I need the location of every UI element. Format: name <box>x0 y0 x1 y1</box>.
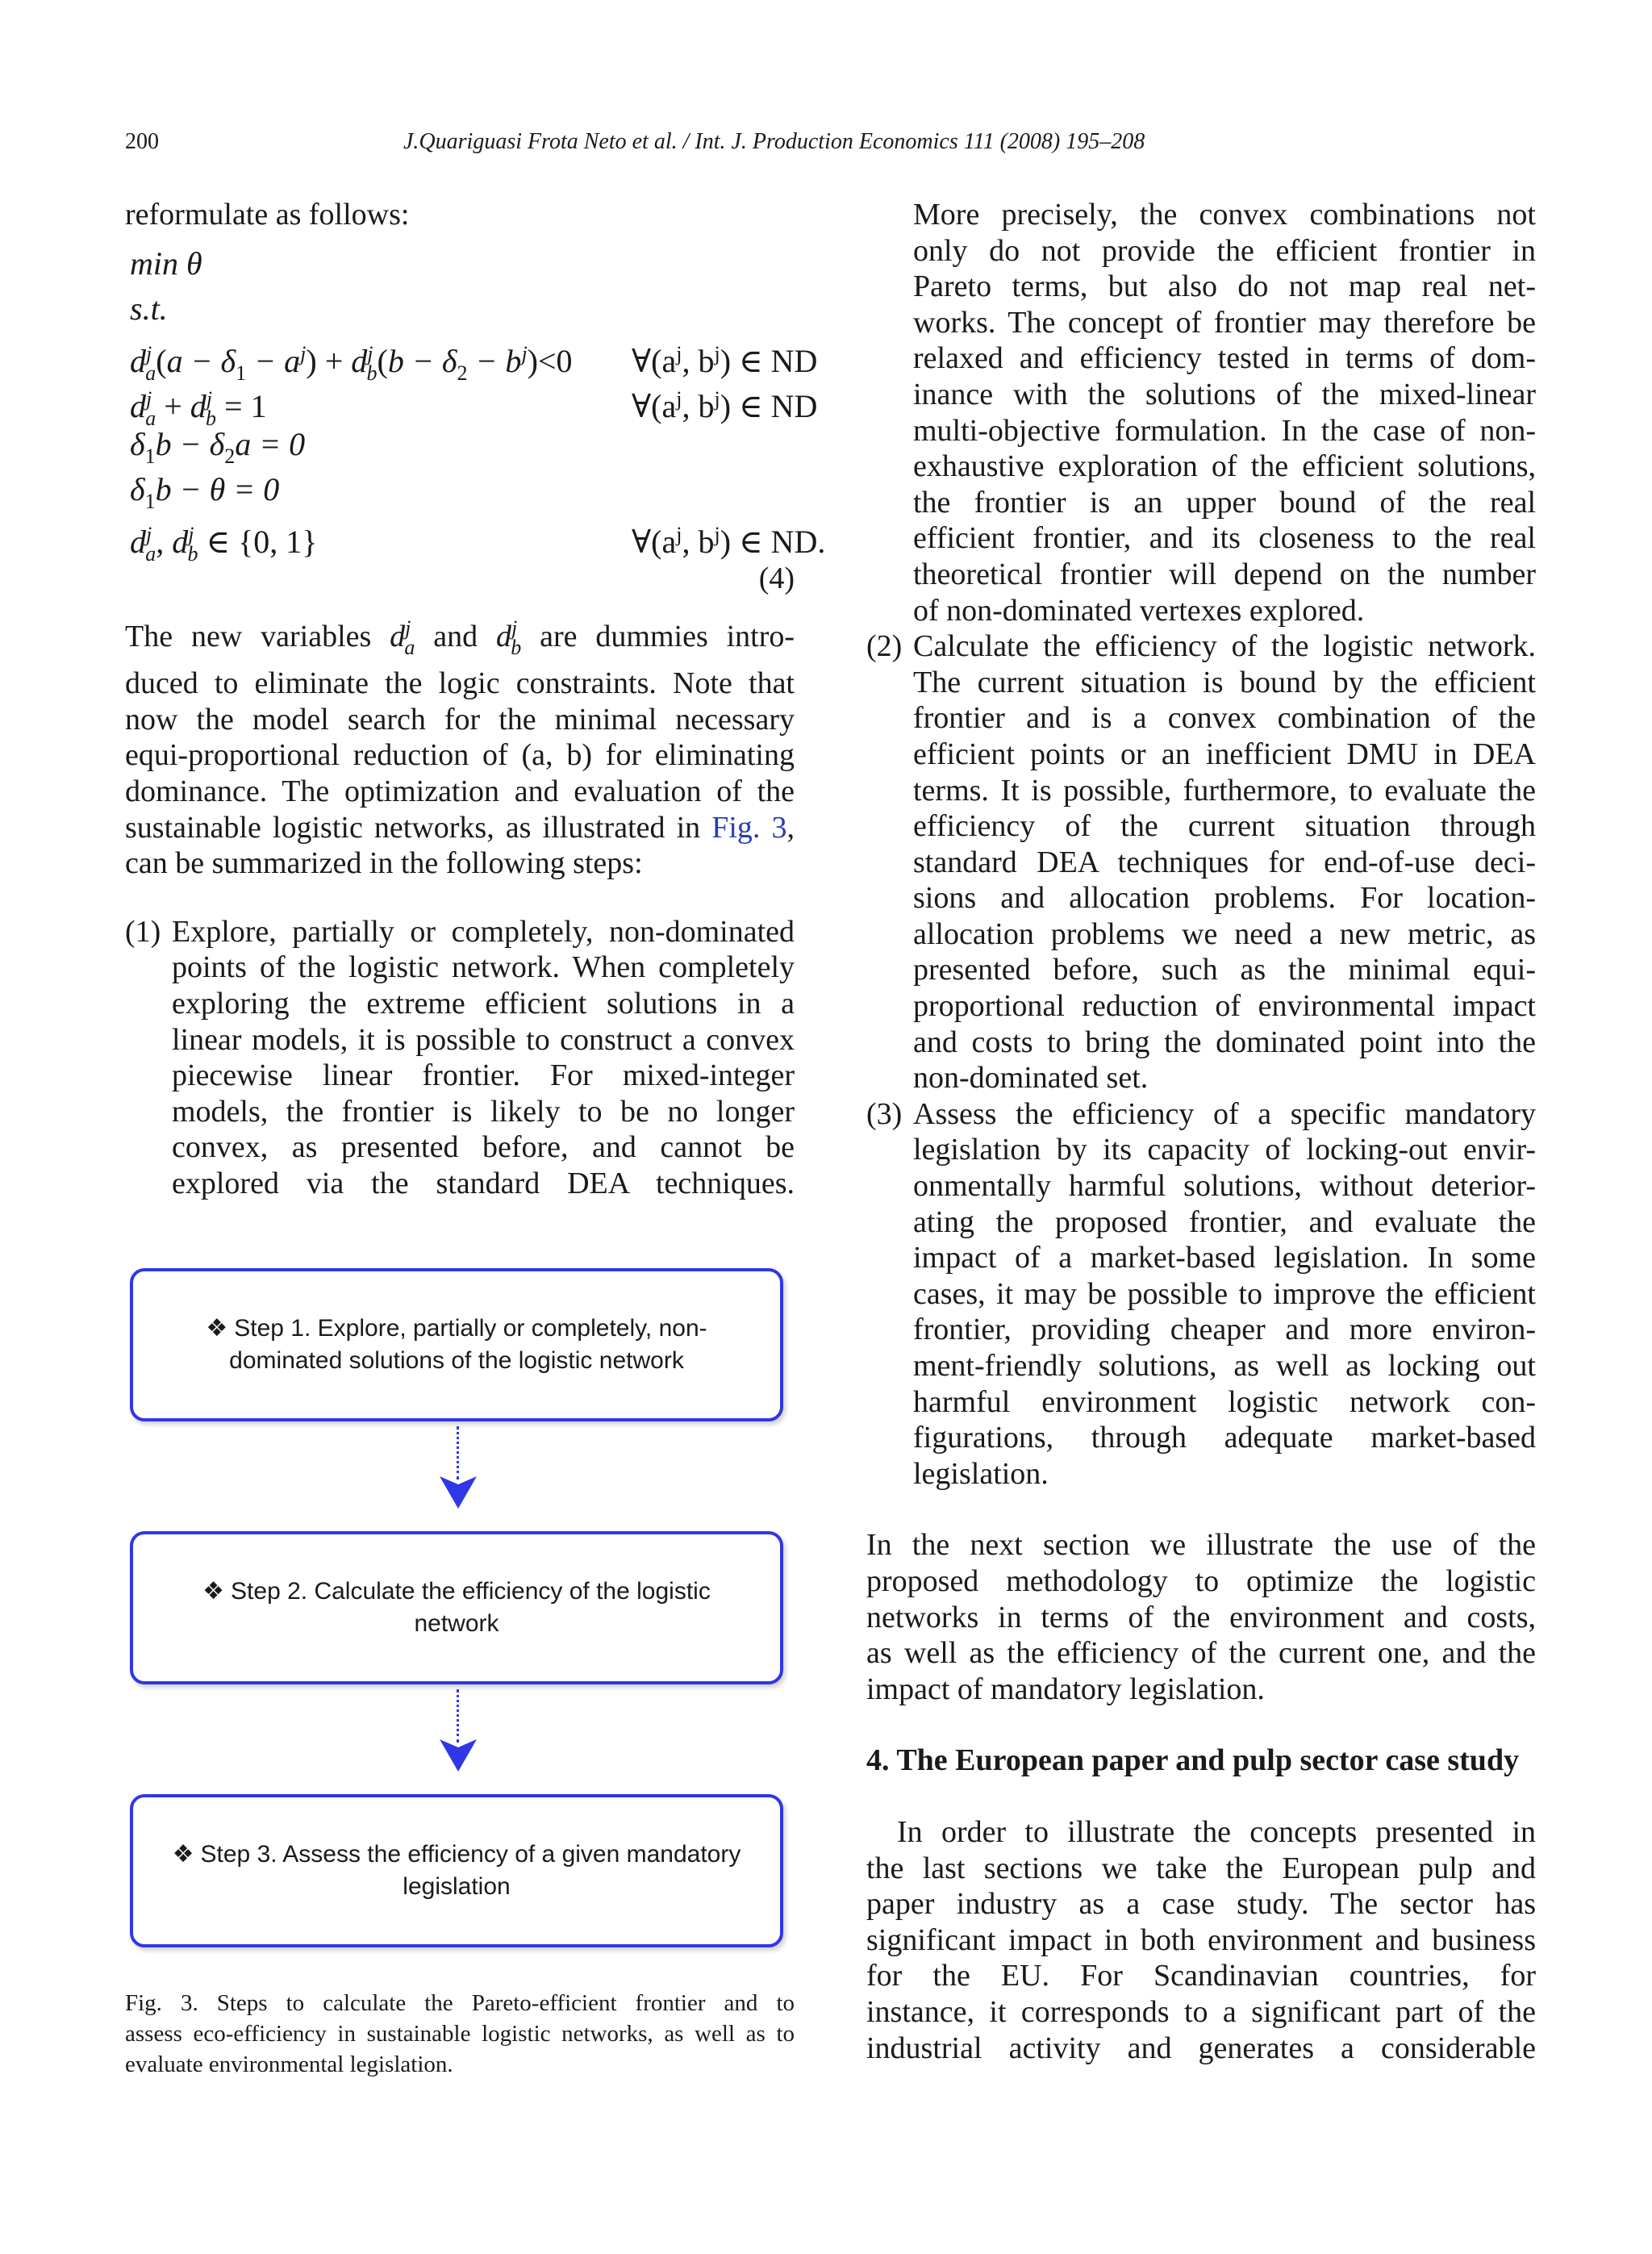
constraint-2: $d^j_a + d^j_b = 1$ $\forall(a^j$, $b^j$) ∈ ND <box>125 382 795 427</box>
paragraph-next-section: In the next section we illustrate the use of the proposed methodology to optimize the logistic networks in terms of the environment and costs, as well as the efficiency of the current one, and the impact of mandatory legislation. <box>866 1528 1536 1706</box>
constraint-4: $\delta_1b - \theta = 0$ <box>130 470 280 513</box>
constraint-2-domain: $\forall(a^j$, $b^j$) ∈ ND <box>632 386 818 424</box>
paragraph-dummies: The new variables $d^j_a$ and $d^j_b$ are dummies intro- duced to eliminate the logic constraints. Note that now the model search for the minimal necessary equi-proportional reduction of (a, b) for eliminating dominance. The optimization and evaluation of the sustainable logistic networks, as illustrated in Fig. 3, can be summarized in the following steps: <box>125 616 795 881</box>
step-3-text: Step 3. Assess the efficiency of a given mandatory legislation <box>200 1841 741 1900</box>
equation-block <box>125 244 826 606</box>
list-item-2: (2) Calculate the efficiency of the logistic network. The current situation is bound by the efficient frontier and is a convex combination of the efficient points or an inefficient DMU in DEA terms. It is possible, furthermore, to evaluate the efficiency of the current situation through standard DEA techniques for end-of-use deci- sions and allocation problems. For location- allocation problems we need a new metric, as presented before, such as the minimal equi- proportional reduction of environmental impact and costs to bring the dominated point into the non-dominated set. <box>866 629 1536 1096</box>
constraint-1-domain: $\forall(a^j$, $b^j$) ∈ ND <box>632 341 818 379</box>
constraint-3: $\delta_1b - \delta_2a = 0$ <box>130 425 306 468</box>
left-column <box>125 197 826 1202</box>
constraint-5-domain: $\forall(a^j$, $b^j$) ∈ ND. <box>632 522 826 560</box>
arrow-down-icon <box>440 1739 477 1772</box>
constraint-5: $d^j_a$, $d^j_b$ ∈ {0, 1} $\forall(a^j$, $b^j$) ∈ ND. <box>125 517 795 562</box>
right-column <box>866 197 1536 2066</box>
diamond-bullet-icon: ❖ <box>202 1578 225 1605</box>
list-item-3: (3) Assess the efficiency of a specific mandatory legislation by its capacity of locking-out envir- onmentally harmful solutions, without deterior- ating the proposed frontier, and evaluate the impact of a market-based legislation. In some cases, it may be possible to improve the efficient frontier, providing cheaper and more environ- ment-friendly solutions, as well as locking out harmful environment logistic network con- figurations, through adequate market-based legislation. <box>866 1096 1536 1491</box>
equation-number: (4) <box>758 561 795 595</box>
step-1-text: Step 1. Explore, partially or completely, non-dominated solutions of the logistic network <box>229 1315 707 1374</box>
diamond-bullet-icon: ❖ <box>172 1841 194 1868</box>
intro-text: reformulate as follows: <box>125 198 410 232</box>
running-head: J.Quariguasi Frota Neto et al. / Int. J. Production Economics 111 (2008) 195–208 <box>403 129 1145 154</box>
step-3-box <box>130 1794 783 1947</box>
diamond-bullet-icon: ❖ <box>206 1315 228 1342</box>
step-1-box <box>130 1268 783 1421</box>
objective: min θ <box>130 244 202 282</box>
figure-3-flowchart <box>125 1268 795 1970</box>
figure-3-link[interactable]: Fig. 3 <box>711 810 787 845</box>
connector-2 <box>457 1689 459 1743</box>
section-paragraph: In order to illustrate the concepts presented in the last sections we take the European pulp and paper industry as a case study. The sector has significant impact in both environment and business for the EU. For Scandinavian countries, for instance, it corresponds to a significant part of the industrial activity and generates a considerable <box>866 1814 1536 2065</box>
constraint-1: $d^j_a(a - \delta_1 - a^j) + d^j_b(b - \delta_2 - b^j)<0$ $\forall(a^j$, $b^j$) ∈ ND <box>125 336 795 382</box>
page-number: 200 <box>125 129 159 154</box>
figure-3-caption: Fig. 3. Steps to calculate the Pareto-efficient frontier and to assess eco-efficiency in sustainable logistic networks, as well as to evaluate environmental legislation. <box>125 1990 795 2077</box>
step-2-text: Step 2. Calculate the efficiency of the logistic network <box>231 1578 711 1637</box>
step-2-box <box>130 1531 783 1684</box>
subject-to: s.t. <box>130 290 168 327</box>
arrow-down-icon <box>440 1476 477 1509</box>
list-item-1: (1) Explore, partially or completely, non-dominated points of the logistic network. When completely exploring the extreme efficient solutions in a linear models, it is possible to construct a convex piecewise linear frontier. For mixed-integer models, the frontier is likely to be no longer convex, as presented before, and cannot be explored via the standard DEA techniques. <box>125 914 795 1200</box>
list-item-1-continued: More precisely, the convex combinations not only do not provide the efficient frontier in Pareto terms, but also do not map real net- works. The concept of frontier may therefore be relaxed and efficiency tested in terms of dom- inance with the solutions of the mixed-linear multi-objective formulation. In the case of non- exhaustive exploration of the efficient solutions, the frontier is an upper bound of the real efficient frontier, and its closeness to the real theoretical frontier will depend on the number of non-dominated vertexes explored. <box>913 198 1536 628</box>
connector-1 <box>457 1426 459 1480</box>
binary-set: ∈ {0, 1} <box>206 523 318 560</box>
section-heading: 4. The European paper and pulp sector case study <box>866 1743 1520 1778</box>
